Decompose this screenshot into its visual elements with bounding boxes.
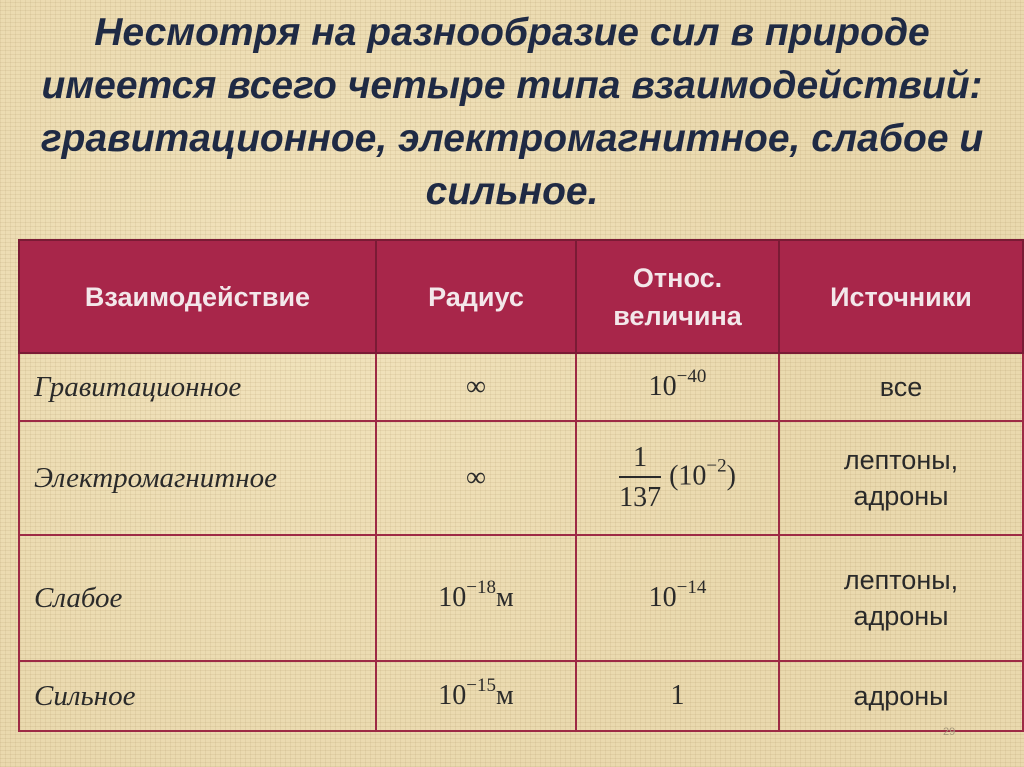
radius-value: ∞ [376,353,576,421]
radius-base: 10 [438,680,467,711]
interactions-table [18,239,1024,732]
sources-line-1: адроны [853,681,949,711]
sources-cell [779,421,1023,535]
paren-base: (10 [669,460,707,492]
row-name-electromagnetic: Электромагнитное [19,421,376,535]
relative-value [576,353,779,421]
title-line-1: Несмотря на разнообразие сил в природе [94,11,930,54]
sources-line-1: лептоны, [843,565,959,595]
table-header-row [19,240,1023,353]
table-row [19,661,1023,731]
sources-line-1: все [879,372,923,402]
header-radius: Радиус [376,240,576,353]
radius-unit: м [496,680,514,711]
title-line-4: сильное. [425,170,599,213]
relative-value [576,535,779,661]
sources-cell [779,353,1023,421]
radius-exponent: −15 [466,675,496,696]
table-row [19,535,1023,661]
paren-exponent: −2 [706,455,727,477]
radius-value [376,535,576,661]
sources-line-2: адроны [853,481,949,511]
slide-title [0,6,1024,218]
paren-close: ) [726,460,736,492]
title-line-2: имеется всего четыре типа взаимодействий: [41,64,983,107]
radius-exponent: −18 [466,577,496,598]
rel-base: 10 [648,371,677,402]
relative-value: 1 [576,661,779,731]
sources-cell [779,535,1023,661]
fraction-numerator: 1 [619,444,661,478]
fraction [619,444,661,512]
table-row [19,421,1023,535]
relative-value [576,421,779,535]
fraction-denominator: 137 [619,482,662,513]
table-row [19,353,1023,421]
header-sources: Источники [779,240,1023,353]
rel-exponent: −14 [676,577,707,598]
header-relative-line-2: величина [613,300,742,331]
rel-base: 10 [648,582,677,613]
radius-value [376,661,576,731]
row-name-gravitational: Гравитационное [19,353,376,421]
page-number: 29 [943,726,956,738]
sources-cell [779,661,1023,731]
radius-value: ∞ [376,421,576,535]
sources-line-1: лептоны, [843,445,959,475]
radius-unit: м [496,582,514,613]
row-name-weak: Слабое [19,535,376,661]
rel-exponent: −40 [676,366,707,387]
row-name-strong: Сильное [19,661,376,731]
header-interaction: Взаимодействие [19,240,376,353]
title-line-3: гравитационное, электромагнитное, слабое и [40,117,984,160]
radius-base: 10 [438,582,467,613]
header-relative-line-1: Относ. [632,262,723,293]
header-relative-value [576,240,779,353]
sources-line-2: адроны [853,601,949,631]
